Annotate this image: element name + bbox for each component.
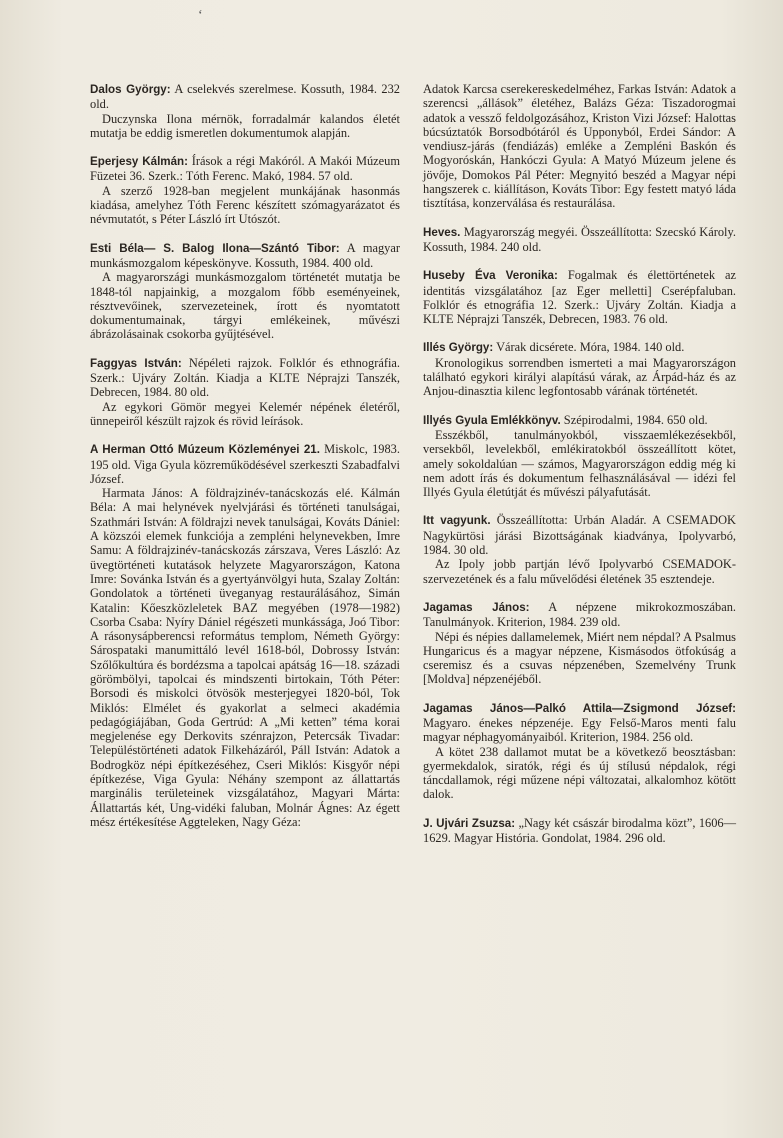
entry-author: Dalos György: bbox=[90, 83, 171, 96]
entry-author: Huseby Éva Veronika: bbox=[423, 269, 558, 283]
entry-author: Jagamas János: bbox=[423, 600, 530, 614]
bibliography-entry bbox=[90, 82, 400, 140]
bibliography-entry bbox=[90, 241, 400, 342]
entry-heading bbox=[423, 701, 736, 745]
bibliography-entry bbox=[423, 340, 736, 398]
entry-heading bbox=[423, 413, 736, 428]
entry-heading bbox=[90, 82, 400, 112]
bibliography-entry bbox=[90, 356, 400, 428]
entry-title: A magyar munkásmozgalom képeskönyve. Kossuth, 1984. 400 old. bbox=[90, 240, 400, 270]
entry-author: Itt vagyunk. bbox=[423, 514, 491, 528]
entry-heading bbox=[423, 600, 736, 630]
entry-annotation: Az egykori Gömör megyei Kelemér népének életéről, ünnepeiről készült rajzok és rövid leírások. bbox=[90, 399, 400, 428]
entry-title: Magyaro. énekes népzenéje. Egy Felső-Maros menti falu magyar néphagyományaiból. Kriterion, 1984. 256 old. bbox=[423, 715, 736, 745]
entry-heading bbox=[423, 340, 736, 355]
bibliography-entry bbox=[423, 513, 736, 585]
entry-author: J. Ujvári Zsuzsa: bbox=[423, 816, 516, 830]
entry-author: Esti Béla— S. Balog Ilona—Szántó Tibor: bbox=[90, 241, 340, 255]
entry-title: Összeállította: Urbán Aladár. A CSEMADOK Nagykürtösi járási Bizottságának kiadványa, Ipolyvarbó, 1984. 30 old. bbox=[423, 513, 736, 558]
entry-title: Fogalmak és élettörténetek az identitás vizsgálatához [az Eger melletti] Cserépfaluban. Folklór és etnográfia 12. Szerk.: Ujváry Zoltán. Kiadja a KLTE Néprajzi Tanszék, Debrecen, 1983. 76 old. bbox=[423, 268, 736, 327]
entry-annotation: Duczynska Ilona mérnök, forradalmár kalandos életét mutatja be eddig ismeretlen dokumentumok alapján. bbox=[90, 111, 400, 140]
entry-author: Faggyas István: bbox=[90, 356, 182, 370]
entry-title: Miskolc, 1983. 195 old. Viga Gyula közreműködésével szerkeszti Szabadfalvi József. bbox=[90, 442, 400, 486]
right-column bbox=[423, 82, 736, 859]
entry-author: Heves. bbox=[423, 225, 461, 239]
left-column bbox=[90, 82, 400, 843]
entry-title: Írások a régi Makóról. A Makói Múzeum Füzetei 36. Szerk.: Tóth Ferenc. Makó, 1984. 57 old. bbox=[90, 154, 400, 184]
entry-author: Illés György: bbox=[423, 341, 494, 355]
entry-heading bbox=[90, 241, 400, 271]
bibliography-entry bbox=[423, 82, 736, 211]
ink-mark: ʻ bbox=[198, 8, 203, 23]
entry-annotation: Az Ipoly jobb partján lévő Ipolyvarbó CSEMADOK-szervezetének és a falu művelődési életének 35 esztendeje. bbox=[423, 557, 736, 586]
bibliography-entry bbox=[423, 225, 736, 255]
entry-annotation: Kronologikus sorrendben ismerteti a mai Magyarországon található egykori királyi alapítású várak, az Árpád-ház és az Anjou-dinasztia kilenc legfontosabb várának történetét. bbox=[423, 355, 736, 399]
entry-title: Várak dicsérete. Móra, 1984. 140 old. bbox=[493, 340, 685, 355]
entry-heading bbox=[90, 442, 400, 486]
entry-title: Magyarország megyéi. Összeállította: Szecskó Károly. Kossuth, 1984. 240 old. bbox=[423, 224, 736, 254]
entry-author: Jagamas János—Palkó Attila—Zsigmond József: bbox=[423, 701, 736, 715]
bibliography-entry bbox=[90, 154, 400, 226]
entry-heading bbox=[423, 268, 736, 326]
bibliography-entry bbox=[423, 816, 736, 846]
entry-heading bbox=[90, 356, 400, 400]
entry-annotation: Harmata János: A földrajzinév-tanácskozás elé. Kálmán Béla: A mai helynévek nyelvjárási és történeti tanulságai, Szathmári István: A földrajzi nevek tanulságai, Kováts Dániel: A közszói elemek funkciója a zempléni helynevekben, Imre Samu: A földrajzinév-tanácskozás zárszava, Veres László: Az üvegtörténeti kutatások helyzete Magyarországon, Katona Imre: Sovánka István és a gyertyánvölgyi huta, Szalay Zoltán: Gondolatok a történeti üveganyag restaurálásához, Simán Katalin: Kőeszközleletek BAZ megyében (1978—1982) Csorba Csaba: Nyíry Dániel régészeti munkássága, Joó Tibor: A rásonysápberencsi református templom, Németh György: Sárospataki manumittáló levél 1618-ból, Dobrossy István: Szőlőkultúra és bordézsma a tapolcai apátság 16—18. századi görömbölyi, tapolcai és mindszenti birtokain, Tóth Péter: Borsodi és miskolci ötvösök mesterjegyei 1820-ból, Tok Miklós: Elmélet és gyakorlat a selmeci akadémia pedagógiájában, Goda Gertrúd: A „Mi ketten” téma korai megjelenése egy Derkovits szénrajzon, Petercsák Tivadar: Településtörténeti adatok Filkeházáról, Páll István: Adatok a Bodrogköz népi építkezéséhez, Cseri Miklós: Kisgyőr népi építkezése, Viga Gyula: Néhány szempont az állattartás marginális területeinek vizsgálatához, Magyari Márta: Állattartás két, Ung-vidéki faluban, Molnár Ágnes: Az égett mész értékesítése Aggteleken, Nagy Géza: bbox=[90, 486, 400, 829]
entry-title: „Nagy két császár birodalma közt”, 1606—1629. Magyar História. Gondolat, 1984. 296 old. bbox=[423, 815, 737, 846]
entry-annotation: A magyarországi munkásmozgalom történetét mutatja be 1848-tól napjainkig, a mozgalom főbb eseményeinek, résztvevőinek, szervezeteinek, írott és nyomtatott dokumentumainak, tárgyi emlékeinek, művészi ábrázolásainak csokorba gyűjtésével. bbox=[90, 270, 400, 342]
entry-author: Illyés Gyula Emlékkönyv. bbox=[423, 413, 561, 427]
entry-heading bbox=[423, 82, 736, 211]
bibliography-entry bbox=[90, 442, 400, 829]
entry-annotation: A kötet 238 dallamot mutat be a következő beosztásban: gyermekdalok, siratók, régi és új stílusú népdalok, régi táncdallamok, régi műzene népi változatai, alkalomhoz kötött dalok. bbox=[423, 744, 736, 802]
entry-annotation: A szerző 1928-ban megjelent munkájának hasonmás kiadása, amelyhez Tóth Ferenc készített szómagyarázatot és névmutatót, s Péter László írt Utószót. bbox=[90, 183, 400, 227]
entry-author: Eperjesy Kálmán: bbox=[90, 155, 188, 169]
entry-title: Népéleti rajzok. Folklór és ethnográfia. Szerk.: Ujváry Zoltán. Kiadja a KLTE Néprajzi Tanszék, Debrecen, 1984. 80 old. bbox=[90, 355, 400, 400]
entry-title: A cselekvés szerelmese. Kossuth, 1984. 232 old. bbox=[90, 82, 400, 112]
entry-annotation: Népi és népies dallamelemek, Miért nem népdal? A Psalmus Hungaricus és a magyar népzene, Kismásodos ötfokúság a cseremisz és a csuvas népzenében, Szemelvény Trunk [Moldva] népzenéjéből. bbox=[423, 629, 736, 687]
entry-heading bbox=[423, 225, 736, 255]
bibliography-entry bbox=[423, 600, 736, 687]
entry-author: A Herman Ottó Múzeum Közleményei 21. bbox=[90, 443, 320, 457]
entry-heading bbox=[90, 154, 400, 184]
entry-heading bbox=[423, 513, 736, 557]
entry-title: A népzene mikrokozmoszában. Tanulmányok. Kriterion, 1984. 239 old. bbox=[423, 599, 736, 630]
entry-title: Adatok Karcsa cserekereskedelméhez, Farkas István: Adatok a szerencsi „állások” életéhez, Balázs Géza: Tiszadorogmai adatok a vessző feldolgozásához, Kriston Vizi József: Halottas búcsúztatók Borsodbótáról és Upponyból, Erdei Sándor: A vendiusz-járás (fendiázás) emléke a Zempléni Baskón és Mogyoróskán, Hankóczi Gyula: A Matyó Múzeum jelene és jövője, Domokos Pál Péter: Megnyitó beszéd a Magyar népi hangszerek c. kiállításon, Kováts Tibor: Egy festett matyó láda tisztítása, konzerválása és restaurálása. bbox=[423, 82, 736, 211]
entry-title: Szépirodalmi, 1984. 650 old. bbox=[560, 412, 708, 427]
bibliography-entry bbox=[423, 701, 736, 802]
bibliography-entry bbox=[423, 413, 736, 500]
bibliography-entry bbox=[423, 268, 736, 326]
entry-annotation: Esszékből, tanulmányokból, visszaemlékezésekből, versekből, levelekből, emlékiratokból összeállított kötet, amely sokoldalúan — számos, Magyarországon eddig még ki nem adott írás és dokumentum felhasználásával — idézi fel Illyés Gyula életútját és művészi pályafutását. bbox=[423, 427, 736, 500]
entry-heading bbox=[423, 816, 736, 846]
